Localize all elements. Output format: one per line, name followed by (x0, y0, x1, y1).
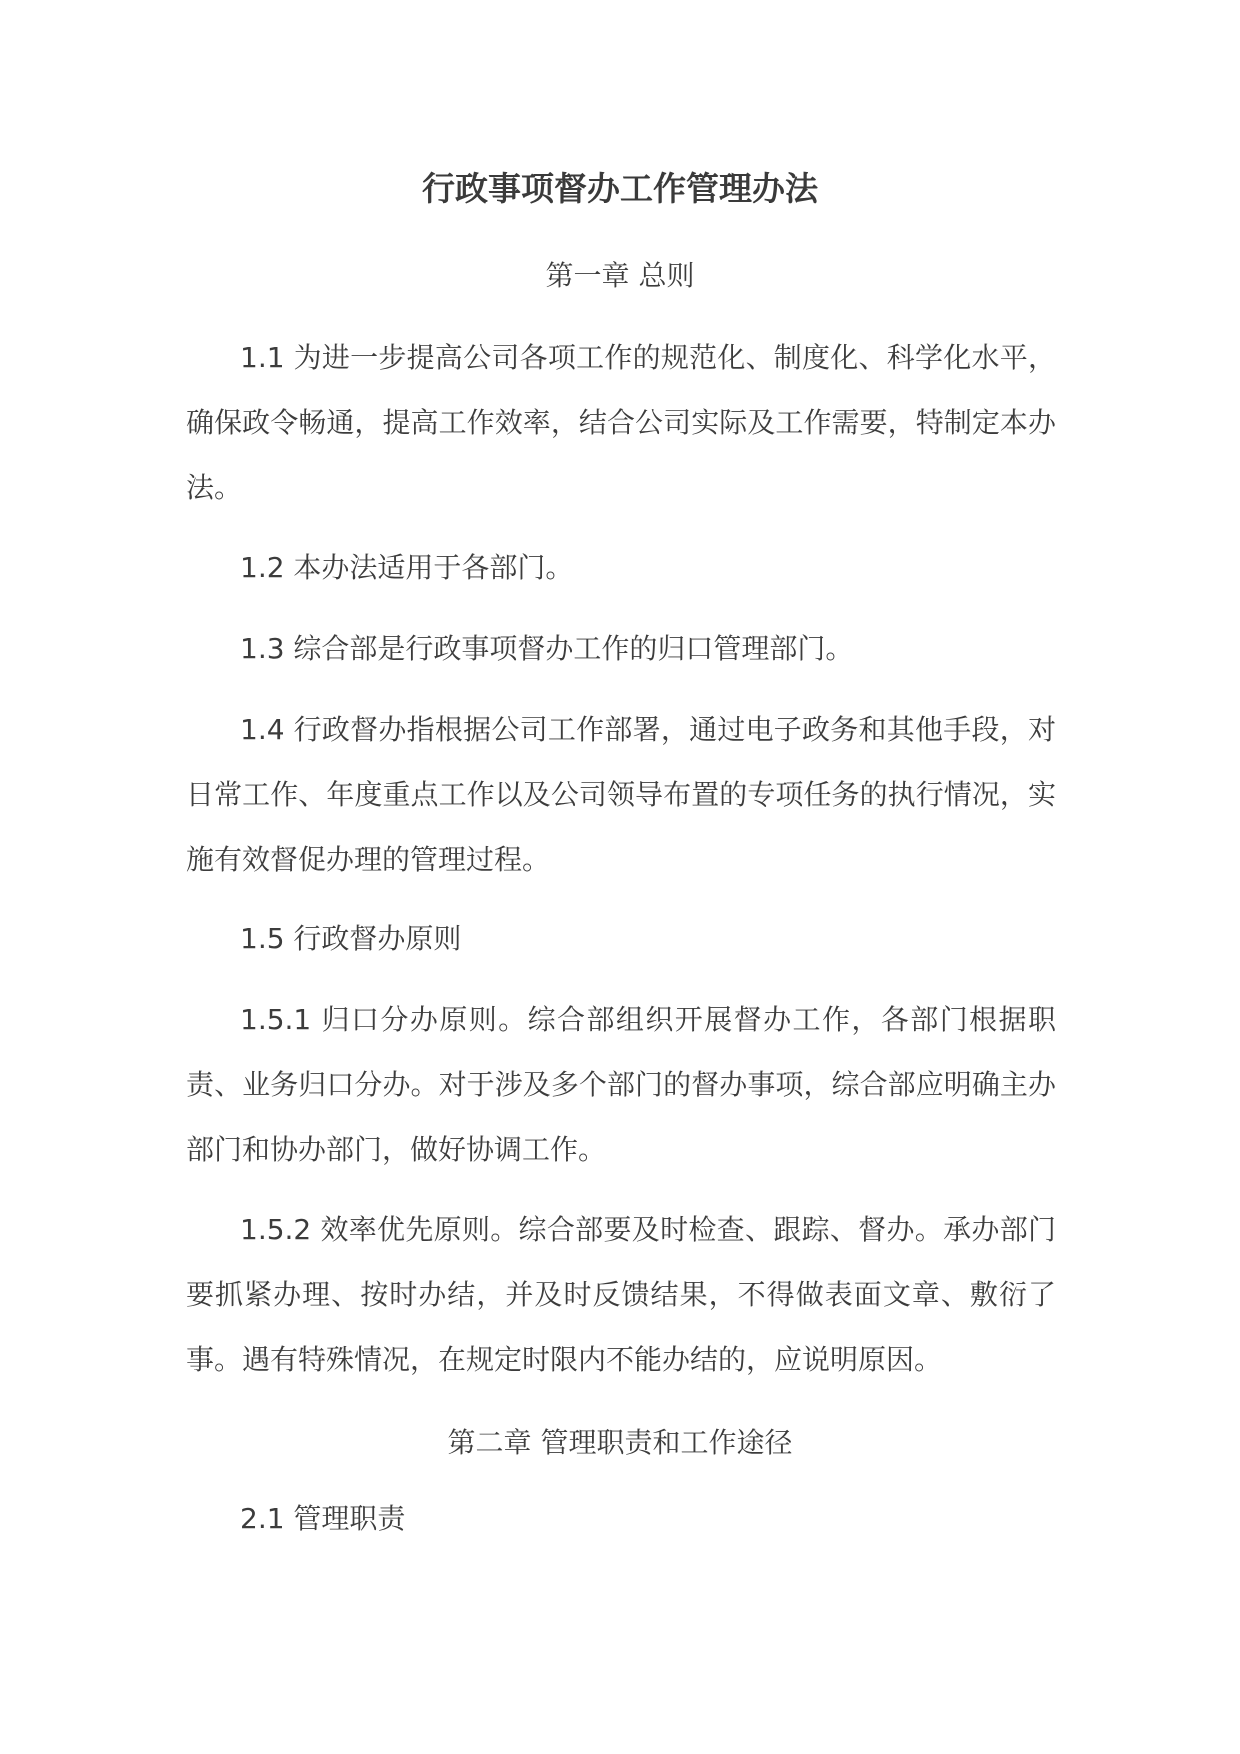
paragraph-1-2: 1.2 本办法适用于各部门。 (240, 551, 574, 584)
paragraph-1-4: 1.4 行政督办指根据公司工作部署，通过电子政务和其他手段，对日常工作、年度重点工作以及公司领导布置的专项任务的执行情况，实施有效督促办理的管理过程。 (186, 713, 1056, 876)
chapter-heading-1: 第一章 总则 (545, 259, 695, 292)
paragraph-2-1: 2.1 管理职责 (240, 1502, 406, 1535)
paragraph-1-5: 1.5 行政督办原则 (240, 922, 462, 955)
document-title: 行政事项督办工作管理办法 (422, 169, 818, 208)
paragraph-1-1: 1.1 为进一步提高公司各项工作的规范化、制度化、科学化水平，确保政令畅通，提高工作效率，结合公司实际及工作需要，特制定本办法。 (186, 341, 1056, 504)
paragraph-1-5-2: 1.5.2 效率优先原则。综合部要及时检查、跟踪、督办。承办部门要抓紧办理、按时办结，并及时反馈结果，不得做表面文章、敷衍了事。遇有特殊情况，在规定时限内不能办结的，应说明原因。 (186, 1213, 1056, 1376)
paragraph-1-3: 1.3 综合部是行政事项督办工作的归口管理部门。 (240, 632, 854, 665)
paragraph-1-5-1: 1.5.1 归口分办原则。综合部组织开展督办工作，各部门根据职责、业务归口分办。对于涉及多个部门的督办事项，综合部应明确主办部门和协办部门，做好协调工作。 (186, 1003, 1056, 1166)
chapter-heading-2: 第二章 管理职责和工作途径 (447, 1426, 793, 1459)
